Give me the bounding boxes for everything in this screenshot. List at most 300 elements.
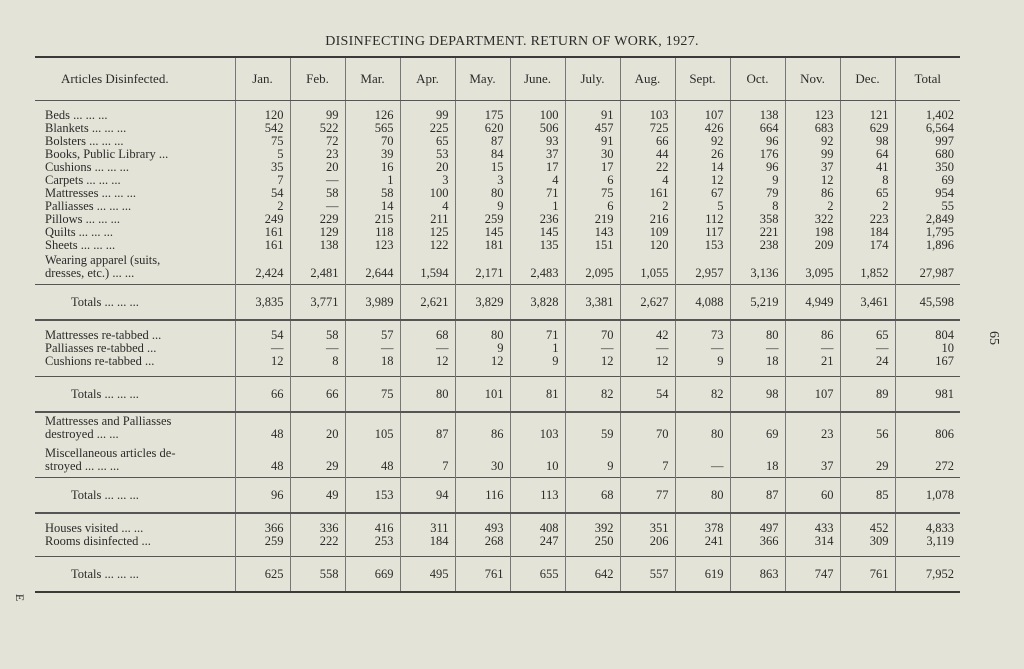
table-cell: 126	[345, 101, 400, 123]
table-cell: 161	[235, 226, 290, 239]
table-cell: 2,481	[290, 252, 345, 285]
row-total-cell: 10	[895, 342, 960, 355]
table-cell: 79	[730, 187, 785, 200]
table-cell: 12	[565, 355, 620, 377]
table-cell: 58	[290, 187, 345, 200]
table-cell: 123	[785, 101, 840, 123]
row-total-cell: 4,833	[895, 513, 960, 535]
table-cell: 2,957	[675, 252, 730, 285]
table-cell: 29	[290, 445, 345, 478]
table-cell: 6	[565, 174, 620, 187]
table-cell: 18	[345, 355, 400, 377]
table-cell: 1	[510, 200, 565, 213]
table-cell: 143	[565, 226, 620, 239]
table-cell: 23	[785, 412, 840, 445]
row-total-cell: 954	[895, 187, 960, 200]
table-cell: 1	[510, 342, 565, 355]
table-cell: 2	[840, 200, 895, 213]
table-cell: 18	[730, 355, 785, 377]
table-row	[35, 101, 960, 123]
table-cell: 80	[730, 320, 785, 342]
table-cell: 56	[840, 412, 895, 445]
table-cell: —	[235, 342, 290, 355]
table-cell: 3	[455, 174, 510, 187]
table-cell: 268	[455, 535, 510, 557]
row-total-cell: 272	[895, 445, 960, 478]
table-cell: 14	[345, 200, 400, 213]
table-cell: 225	[400, 122, 455, 135]
column-header: Jan.	[235, 58, 290, 101]
table-cell: 493	[455, 513, 510, 535]
row-total-cell: 167	[895, 355, 960, 377]
table-cell: 99	[785, 148, 840, 161]
table-cell: 322	[785, 213, 840, 226]
table-row	[35, 355, 960, 377]
table-cell: 14	[675, 161, 730, 174]
table-cell: 426	[675, 122, 730, 135]
table-cell: 184	[840, 226, 895, 239]
table-row	[35, 320, 960, 342]
table-cell: 26	[675, 148, 730, 161]
column-header: June.	[510, 58, 565, 101]
row-label: Mattresses and Palliasses destroyed ... ...	[45, 414, 172, 441]
table-cell: 620	[455, 122, 510, 135]
table-cell: 12	[785, 174, 840, 187]
table-cell: 151	[565, 239, 620, 252]
table-cell: 452	[840, 513, 895, 535]
table-cell: 8	[840, 174, 895, 187]
table-cell: 16	[345, 161, 400, 174]
row-total-cell: 69	[895, 174, 960, 187]
table-cell: 80	[455, 187, 510, 200]
row-label: Palliasses ... ... ...	[45, 199, 132, 213]
table-cell: 8	[290, 355, 345, 377]
table-row	[35, 445, 960, 478]
table-cell: —	[290, 342, 345, 355]
table-cell: 100	[510, 101, 565, 123]
totals-cell: 4,088	[675, 285, 730, 321]
table-cell: 5	[235, 148, 290, 161]
table-cell: 12	[400, 355, 455, 377]
totals-cell: 82	[675, 377, 730, 413]
table-cell: 96	[730, 161, 785, 174]
table-cell: 107	[675, 101, 730, 123]
totals-label: Totals ... ... ...	[35, 285, 235, 321]
table-row	[35, 412, 960, 445]
totals-cell: 2,627	[620, 285, 675, 321]
table-cell: 68	[400, 320, 455, 342]
row-total-cell: 27,987	[895, 252, 960, 285]
table-cell: 683	[785, 122, 840, 135]
table-cell: 20	[290, 412, 345, 445]
totals-cell: 75	[345, 377, 400, 413]
table-cell: 206	[620, 535, 675, 557]
table-cell: 42	[620, 320, 675, 342]
table-cell: 542	[235, 122, 290, 135]
table-row	[35, 252, 960, 285]
table-cell: 15	[455, 161, 510, 174]
table-cell: 54	[235, 187, 290, 200]
table-cell: 86	[785, 187, 840, 200]
column-header: Nov.	[785, 58, 840, 101]
totals-cell: 5,219	[730, 285, 785, 321]
totals-cell: 3,461	[840, 285, 895, 321]
totals-cell: 96	[235, 478, 290, 514]
table-cell: 99	[400, 101, 455, 123]
totals-cell: 68	[565, 478, 620, 514]
totals-row	[35, 478, 960, 514]
table-cell: 259	[455, 213, 510, 226]
table-cell: 241	[675, 535, 730, 557]
totals-cell: 82	[565, 377, 620, 413]
table-cell: —	[290, 174, 345, 187]
table-cell: 2	[785, 200, 840, 213]
table-cell: 2,644	[345, 252, 400, 285]
table-cell: 457	[565, 122, 620, 135]
totals-cell: 642	[565, 557, 620, 592]
table-row	[35, 535, 960, 557]
totals-cell: 94	[400, 478, 455, 514]
table-cell: 138	[730, 101, 785, 123]
totals-cell: 101	[455, 377, 510, 413]
totals-cell: 98	[730, 377, 785, 413]
table-cell: 48	[235, 445, 290, 478]
totals-cell: 80	[675, 478, 730, 514]
table-cell: —	[675, 342, 730, 355]
table-cell: 22	[620, 161, 675, 174]
table-cell: 92	[785, 135, 840, 148]
table-cell: 37	[510, 148, 565, 161]
row-label: Bolsters ... ... ...	[45, 134, 124, 148]
totals-label: Totals ... ... ...	[35, 377, 235, 413]
column-header: Feb.	[290, 58, 345, 101]
totals-cell: 3,835	[235, 285, 290, 321]
table-cell: 8	[730, 200, 785, 213]
table-cell: 37	[785, 445, 840, 478]
table-row	[35, 513, 960, 535]
table-cell: 121	[840, 101, 895, 123]
table-cell: 433	[785, 513, 840, 535]
table-cell: —	[785, 342, 840, 355]
table-cell: 309	[840, 535, 895, 557]
table-cell: 138	[290, 239, 345, 252]
table-cell: 120	[235, 101, 290, 123]
totals-cell: 85	[840, 478, 895, 514]
table-cell: 1,055	[620, 252, 675, 285]
row-total-cell: 1,896	[895, 239, 960, 252]
table-cell: 238	[730, 239, 785, 252]
totals-cell: 3,829	[455, 285, 510, 321]
table-cell: 12	[675, 174, 730, 187]
table-cell: 118	[345, 226, 400, 239]
row-total-cell: 806	[895, 412, 960, 445]
table-cell: 41	[840, 161, 895, 174]
table-cell: 4	[400, 200, 455, 213]
row-label: Cushions re-tabbed ...	[45, 354, 155, 368]
totals-cell: 557	[620, 557, 675, 592]
table-cell: —	[840, 342, 895, 355]
row-label: Sheets ... ... ...	[45, 238, 116, 252]
totals-cell: 761	[840, 557, 895, 592]
row-label: Mattresses ... ... ...	[45, 186, 136, 200]
table-cell: 135	[510, 239, 565, 252]
table-cell: 4	[510, 174, 565, 187]
table-cell: 161	[235, 239, 290, 252]
totals-cell: 107	[785, 377, 840, 413]
table-cell: 2,171	[455, 252, 510, 285]
table-cell: 23	[290, 148, 345, 161]
table-cell: 506	[510, 122, 565, 135]
table-cell: 30	[455, 445, 510, 478]
table-cell: 87	[455, 135, 510, 148]
table-cell: 66	[620, 135, 675, 148]
table-cell: 57	[345, 320, 400, 342]
table-cell: 65	[400, 135, 455, 148]
totals-cell: 45,598	[895, 285, 960, 321]
table-cell: 117	[675, 226, 730, 239]
row-total-cell: 55	[895, 200, 960, 213]
table-cell: 123	[345, 239, 400, 252]
column-header: Total	[895, 58, 960, 101]
table-cell: 9	[455, 342, 510, 355]
table-cell: 12	[620, 355, 675, 377]
table-cell: 6	[565, 200, 620, 213]
totals-label: Totals ... ... ...	[35, 557, 235, 592]
table-cell: 7	[235, 174, 290, 187]
signature-mark: E	[13, 593, 28, 602]
table-cell: 174	[840, 239, 895, 252]
table-cell: 9	[730, 174, 785, 187]
table-cell: 1,852	[840, 252, 895, 285]
table-cell: 2	[235, 200, 290, 213]
totals-cell: 80	[400, 377, 455, 413]
table-cell: 39	[345, 148, 400, 161]
row-label: Miscellaneous articles de- stroyed ... ... ...	[45, 446, 176, 473]
table-cell: 522	[290, 122, 345, 135]
table-cell: 87	[400, 412, 455, 445]
table-cell: 161	[620, 187, 675, 200]
table-cell: 358	[730, 213, 785, 226]
table-cell: 59	[565, 412, 620, 445]
totals-cell: 89	[840, 377, 895, 413]
table-cell: 70	[565, 320, 620, 342]
table-cell: 80	[675, 412, 730, 445]
table-cell: 1	[345, 174, 400, 187]
table-cell: 565	[345, 122, 400, 135]
table-cell: 2	[620, 200, 675, 213]
row-total-cell: 804	[895, 320, 960, 342]
table-cell: 7	[620, 445, 675, 478]
table-cell: 253	[345, 535, 400, 557]
totals-cell: 4,949	[785, 285, 840, 321]
table-cell: 9	[455, 200, 510, 213]
table-cell: —	[620, 342, 675, 355]
table-cell: 259	[235, 535, 290, 557]
totals-row	[35, 285, 960, 321]
table-cell: 250	[565, 535, 620, 557]
page-title: DISINFECTING DEPARTMENT. RETURN OF WORK, 1927.	[325, 34, 699, 49]
table-cell: 2,095	[565, 252, 620, 285]
page-number: 65	[986, 331, 1001, 345]
totals-cell: 66	[290, 377, 345, 413]
totals-cell: 625	[235, 557, 290, 592]
table-cell: 54	[235, 320, 290, 342]
row-label: Beds ... ... ...	[45, 108, 108, 122]
table-cell: 629	[840, 122, 895, 135]
row-label: Books, Public Library ...	[45, 147, 169, 161]
table-cell: —	[675, 445, 730, 478]
row-total-cell: 3,119	[895, 535, 960, 557]
totals-cell: 747	[785, 557, 840, 592]
table-cell: —	[565, 342, 620, 355]
table-cell: 30	[565, 148, 620, 161]
row-total-cell: 1,795	[895, 226, 960, 239]
table-cell: 53	[400, 148, 455, 161]
row-label: Carpets ... ... ...	[45, 173, 121, 187]
totals-cell: 1,078	[895, 478, 960, 514]
table-cell: 408	[510, 513, 565, 535]
table-cell: 58	[290, 320, 345, 342]
totals-cell: 153	[345, 478, 400, 514]
table-cell: 416	[345, 513, 400, 535]
totals-cell: 495	[400, 557, 455, 592]
table-cell: 219	[565, 213, 620, 226]
table-cell: 4	[620, 174, 675, 187]
column-header-articles: Articles Disinfected.	[35, 58, 235, 101]
table-cell: 10	[510, 445, 565, 478]
column-header: Sept.	[675, 58, 730, 101]
table-cell: 5	[675, 200, 730, 213]
table-cell: 7	[400, 445, 455, 478]
table-cell: 9	[510, 355, 565, 377]
table-row	[35, 239, 960, 252]
table-cell: 392	[565, 513, 620, 535]
table-cell: 2,424	[235, 252, 290, 285]
table-cell: 184	[400, 535, 455, 557]
totals-cell: 3,989	[345, 285, 400, 321]
table-cell: 112	[675, 213, 730, 226]
table-cell: 86	[455, 412, 510, 445]
totals-cell: 81	[510, 377, 565, 413]
column-header: Dec.	[840, 58, 895, 101]
table-cell: 236	[510, 213, 565, 226]
column-header: July.	[565, 58, 620, 101]
table-cell: 70	[620, 412, 675, 445]
table-cell: 20	[290, 161, 345, 174]
totals-cell: 77	[620, 478, 675, 514]
table-cell: 103	[510, 412, 565, 445]
row-label: Mattresses re-tabbed ...	[45, 328, 162, 342]
totals-cell: 113	[510, 478, 565, 514]
table-cell: 75	[565, 187, 620, 200]
table-cell: 215	[345, 213, 400, 226]
totals-cell: 66	[235, 377, 290, 413]
table-cell: 37	[785, 161, 840, 174]
table-cell: 80	[455, 320, 510, 342]
table-cell: 69	[730, 412, 785, 445]
totals-cell: 49	[290, 478, 345, 514]
table-cell: 145	[455, 226, 510, 239]
totals-row	[35, 557, 960, 592]
table-cell: 67	[675, 187, 730, 200]
table-cell: —	[290, 200, 345, 213]
table-cell: 48	[235, 412, 290, 445]
table-cell: 44	[620, 148, 675, 161]
table-cell: 65	[840, 187, 895, 200]
table-cell: 86	[785, 320, 840, 342]
table-cell: 125	[400, 226, 455, 239]
table-cell: 209	[785, 239, 840, 252]
table-cell: 84	[455, 148, 510, 161]
table-cell: 120	[620, 239, 675, 252]
table-cell: 3,095	[785, 252, 840, 285]
table-cell: 93	[510, 135, 565, 148]
return-of-work-table	[35, 56, 960, 593]
totals-cell: 7,952	[895, 557, 960, 592]
table-cell: 336	[290, 513, 345, 535]
table-cell: 73	[675, 320, 730, 342]
table-cell: 20	[400, 161, 455, 174]
table-cell: 17	[510, 161, 565, 174]
totals-row	[35, 377, 960, 413]
totals-cell: 60	[785, 478, 840, 514]
table-cell: 366	[730, 535, 785, 557]
row-label: Quilts ... ... ...	[45, 225, 114, 239]
table-cell: 29	[840, 445, 895, 478]
totals-cell: 863	[730, 557, 785, 592]
column-header: Apr.	[400, 58, 455, 101]
table-cell: 12	[235, 355, 290, 377]
table-cell: 247	[510, 535, 565, 557]
totals-cell: 669	[345, 557, 400, 592]
row-total-cell: 2,849	[895, 213, 960, 226]
table-cell: 105	[345, 412, 400, 445]
table-cell: 9	[565, 445, 620, 478]
table-cell: 70	[345, 135, 400, 148]
table-cell: 103	[620, 101, 675, 123]
totals-cell: 558	[290, 557, 345, 592]
table-cell: 222	[290, 535, 345, 557]
totals-cell: 3,381	[565, 285, 620, 321]
row-total-cell: 997	[895, 135, 960, 148]
table-cell: 221	[730, 226, 785, 239]
table-cell: 664	[730, 122, 785, 135]
table-cell: 366	[235, 513, 290, 535]
table-cell: —	[730, 342, 785, 355]
row-total-cell: 350	[895, 161, 960, 174]
totals-cell: 619	[675, 557, 730, 592]
table-cell: 71	[510, 187, 565, 200]
table-cell: 216	[620, 213, 675, 226]
row-total-cell: 1,402	[895, 101, 960, 123]
table-cell: 229	[290, 213, 345, 226]
table-cell: 211	[400, 213, 455, 226]
row-label: Houses visited ... ...	[45, 521, 144, 535]
table-cell: 24	[840, 355, 895, 377]
table-cell: 198	[785, 226, 840, 239]
row-label: Palliasses re-tabbed ...	[45, 341, 157, 355]
table-cell: 3,136	[730, 252, 785, 285]
row-total-cell: 680	[895, 148, 960, 161]
table-cell: 64	[840, 148, 895, 161]
table-cell: 75	[235, 135, 290, 148]
table-cell: 145	[510, 226, 565, 239]
table-cell: 100	[400, 187, 455, 200]
totals-cell: 116	[455, 478, 510, 514]
table-cell: 129	[290, 226, 345, 239]
column-header: Aug.	[620, 58, 675, 101]
totals-cell: 981	[895, 377, 960, 413]
